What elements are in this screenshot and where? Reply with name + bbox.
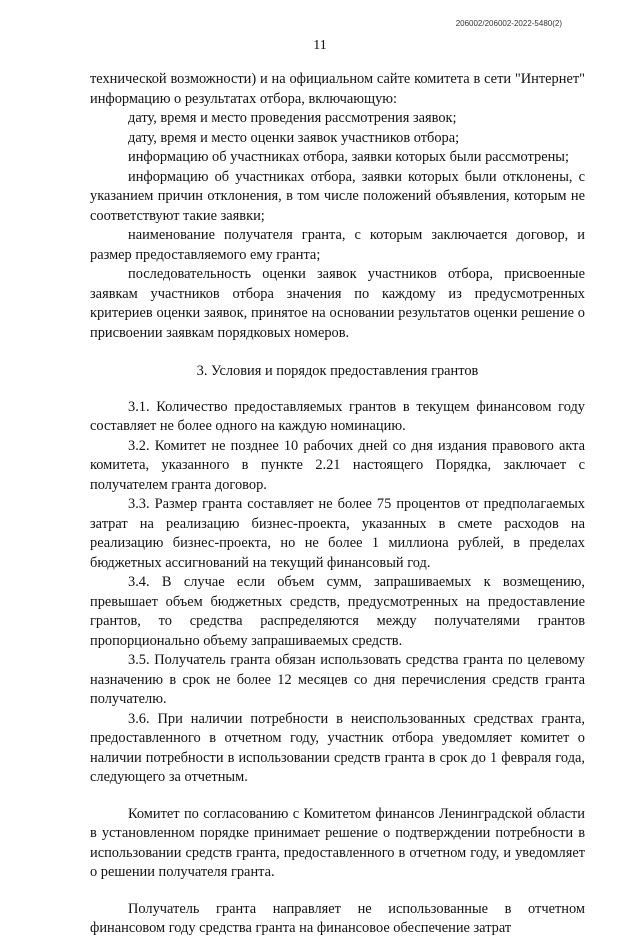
clause-3-1: 3.1. Количество предоставляемых грантов в текущем финансовом году составляет не более одного на каждую номинацию. <box>90 398 585 434</box>
clause-3-5: 3.5. Получатель гранта обязан использовать средства гранта по целевому назначению в срок не более 12 месяцев со дня перечисления средств гранта получателю. <box>90 652 585 707</box>
clause-3-3: 3.3. Размер гранта составляет не более 75 процентов от предполагаемых затрат на реализацию бизнес-проекта, указанных в смете расходов на реализацию бизнес-проекта, но не более 1 миллиона рублей, в пределах бюджетных ассигнований на текущий финансовый год. <box>90 496 585 571</box>
list-item: наименование получателя гранта, с которым заключается договор, и размер предоставляемого ему гранта; <box>90 227 585 263</box>
intro-paragraph: технической возможности) и на официальном сайте комитета в сети "Интернет" информацию о результатах отбора, включающую: <box>90 71 585 107</box>
list-item: последовательность оценки заявок участников отбора, присвоенные заявкам участников отбора значения по каждому из предусмотренных критериев оценки заявок, принятое на основании результатов оценки решение о присвоении заявкам порядковых номеров. <box>90 266 585 341</box>
document-id: 206002/206002-2022-5480(2) <box>455 19 562 28</box>
committee-paragraph: Комитет по согласованию с Комитетом финансов Ленинградской области в установленном порядке принимает решение о подтверждении потребности в использовании средств гранта, предоставленного в отчетном году, и уведомляет о решении получателя гранта. <box>90 805 585 880</box>
clause-3-6: 3.6. При наличии потребности в неиспользованных средствах гранта, предоставленного в отчетном году, участник отбора уведомляет комитет о наличии потребности в использовании средств гранта в срок до 1 февраля года, следующего за отчетным. <box>90 710 585 785</box>
section-title: 3. Условия и порядок предоставления грантов <box>196 363 479 379</box>
clause-3-4: 3.4. В случае если объем сумм, запрашиваемых к возмещению, превышает объем бюджетных средств, предусмотренных на предоставление грантов, то средства распределяются между получателями грантов пропорционально объему запрашиваемых средств. <box>90 574 585 649</box>
recipient-paragraph: Получатель гранта направляет не использованные в отчетном финансовом году средства гранта на финансовое обеспечение затрат <box>90 900 585 936</box>
list-item: информацию об участниках отбора, заявки которых были рассмотрены; <box>128 149 569 165</box>
list-item: информацию об участниках отбора, заявки которых были отклонены, с указанием причин отклонения, в том числе положений объявления, которым не соответствуют такие заявки; <box>90 168 585 224</box>
document-body <box>90 70 585 939</box>
list-item: дату, время и место проведения рассмотрения заявок; <box>128 110 457 126</box>
list-item: дату, время и место оценки заявок участников отбора; <box>128 129 460 146</box>
clause-3-2: 3.2. Комитет не позднее 10 рабочих дней со дня издания правового акта комитета, указанного в пункте 2.21 настоящего Порядка, заключает с получателем гранта договор. <box>90 437 585 493</box>
page-number: 11 <box>313 38 327 53</box>
